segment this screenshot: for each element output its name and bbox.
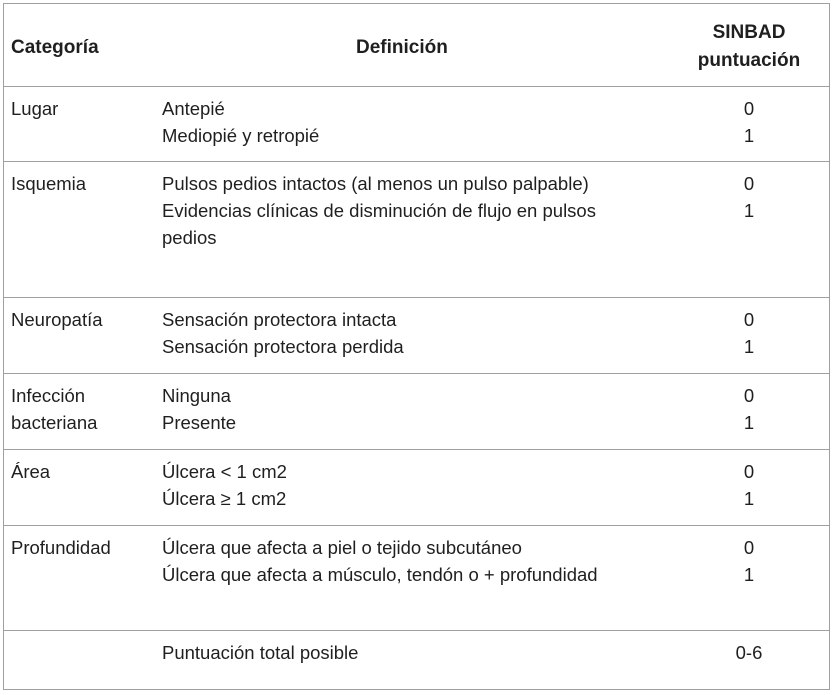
- header-definition: Definición: [356, 37, 448, 58]
- row-definition: Úlcera que afecta a piel o tejido subcutáneo Úlcera que afecta a músculo, tendón o + profundidad: [162, 537, 598, 585]
- row-category: Lugar: [11, 98, 59, 119]
- row-score: 0 1: [743, 309, 755, 357]
- table-row: [4, 87, 829, 162]
- row-definition: Ninguna Presente: [162, 385, 237, 433]
- header-score-line2: puntuación: [697, 50, 801, 71]
- table-row: [4, 298, 829, 374]
- header-category: Categoría: [11, 37, 99, 58]
- header-score-line1: SINBAD: [712, 22, 786, 43]
- row-definition: Úlcera < 1 cm2 Úlcera ≥ 1 cm2: [162, 461, 287, 509]
- table-row: [4, 374, 829, 450]
- header-score: [684, 19, 814, 75]
- row-definition: Pulsos pedios intactos (al menos un pulso palpable) Evidencias clínicas de disminución de flujo en pulsos pedios: [162, 173, 596, 248]
- row-category: Área: [11, 461, 51, 482]
- total-score: 0-6: [735, 642, 763, 663]
- table-row-total: [4, 631, 829, 689]
- table-row: [4, 526, 829, 631]
- row-score: 0 1: [743, 537, 755, 585]
- row-score: 0 1: [743, 461, 755, 509]
- row-score: 0 1: [743, 173, 755, 221]
- row-definition: Sensación protectora intacta Sensación protectora perdida: [162, 309, 404, 357]
- row-score: 0 1: [743, 98, 755, 146]
- row-category: Isquemia: [11, 173, 87, 194]
- total-label: Puntuación total posible: [162, 642, 359, 663]
- row-category: Profundidad: [11, 537, 111, 558]
- row-score: 0 1: [743, 385, 755, 433]
- table-header-row: [4, 4, 829, 87]
- row-category: Infección bacteriana: [11, 385, 98, 433]
- sinbad-table: [3, 3, 830, 690]
- table-row: [4, 450, 829, 526]
- table-row: [4, 162, 829, 298]
- row-category: Neuropatía: [11, 309, 103, 330]
- row-definition: Antepié Mediopié y retropié: [162, 98, 320, 146]
